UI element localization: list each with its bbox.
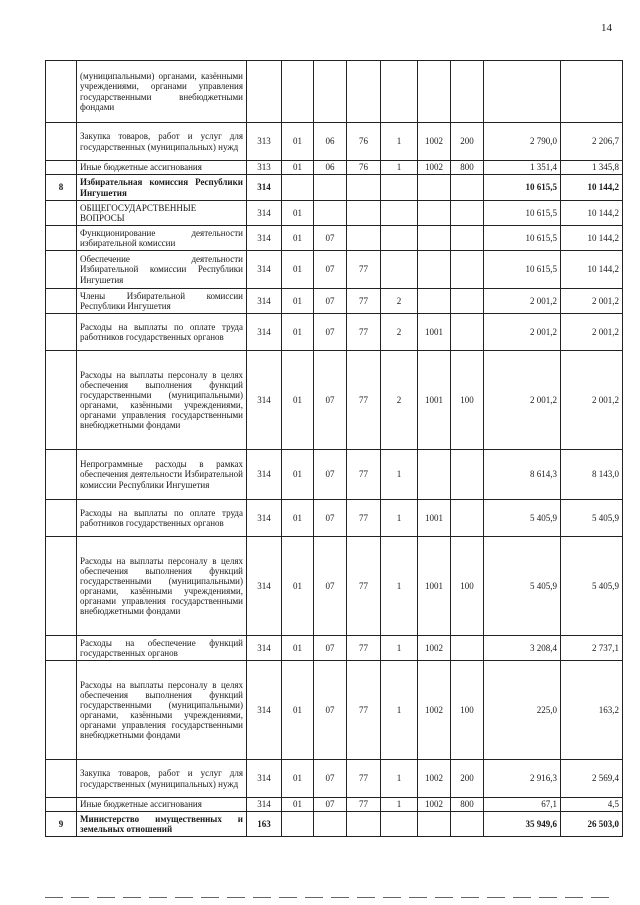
subprogram-code-cell: 2 [381,351,418,450]
program-code-cell [347,201,381,226]
article-code-cell [418,226,451,251]
subprogram-code-cell [381,812,418,837]
table-row [46,661,623,760]
amount-planned-cell: 67,1 [484,798,561,812]
subsection-code-cell: 07 [314,661,347,760]
subsection-code-cell: 07 [314,500,347,537]
table-row [46,812,623,837]
amount-actual-cell: 2 737,1 [561,636,623,661]
item-name-cell: Расходы на выплаты по оплате труда работников государственных органов [77,500,247,537]
ministry-code-cell: 314 [247,175,282,201]
amount-planned-cell: 2 001,2 [484,351,561,450]
subsection-code-cell [314,812,347,837]
amount-actual-cell: 163,2 [561,661,623,760]
row-number-cell [46,123,77,161]
article-code-cell: 1001 [418,537,451,636]
article-code-cell: 1002 [418,798,451,812]
expense-type-code-cell: 200 [451,123,484,161]
amount-actual-cell: 2 001,2 [561,289,623,314]
article-code-cell [418,450,451,500]
amount-actual-cell: 5 405,9 [561,537,623,636]
ministry-code-cell [247,61,282,123]
amount-actual-cell: 2 206,7 [561,123,623,161]
item-name-cell: Иные бюджетные ассигнования [77,161,247,175]
subprogram-code-cell: 1 [381,500,418,537]
ministry-code-cell: 314 [247,537,282,636]
expense-type-code-cell: 100 [451,537,484,636]
item-name-cell: Обеспечение деятельности Избирательной комиссии Республики Ингушетия [77,251,247,289]
expense-type-code-cell: 100 [451,351,484,450]
item-name-cell: Члены Избирательной комиссии Республики Ингушетия [77,289,247,314]
subsection-code-cell [314,201,347,226]
section-code-cell: 01 [282,537,314,636]
expense-type-code-cell: 100 [451,661,484,760]
subsection-code-cell: 06 [314,161,347,175]
table-row [46,314,623,351]
subprogram-code-cell [381,226,418,251]
row-number-cell [46,798,77,812]
table-row [46,450,623,500]
amount-planned-cell: 10 615,5 [484,226,561,251]
row-number-cell [46,226,77,251]
section-code-cell: 01 [282,123,314,161]
table-row [46,760,623,798]
program-code-cell [347,175,381,201]
amount-actual-cell: 10 144,2 [561,201,623,226]
section-code-cell [282,812,314,837]
subprogram-code-cell: 2 [381,289,418,314]
amount-planned-cell: 10 615,5 [484,251,561,289]
amount-planned-cell: 5 405,9 [484,500,561,537]
subsection-code-cell: 07 [314,760,347,798]
subprogram-code-cell [381,251,418,289]
amount-actual-cell: 2 569,4 [561,760,623,798]
amount-planned-cell: 5 405,9 [484,537,561,636]
ministry-code-cell: 314 [247,450,282,500]
subsection-code-cell: 06 [314,123,347,161]
program-code-cell: 76 [347,161,381,175]
amount-actual-cell: 5 405,9 [561,500,623,537]
section-code-cell: 01 [282,251,314,289]
subprogram-code-cell: 1 [381,123,418,161]
amount-actual-cell: 1 345,8 [561,161,623,175]
row-number-cell [46,500,77,537]
ministry-code-cell: 314 [247,636,282,661]
item-name-cell: Закупка товаров, работ и услуг для государственных (муниципальных) нужд [77,760,247,798]
program-code-cell [347,226,381,251]
article-code-cell [418,289,451,314]
table-row [46,500,623,537]
expense-type-code-cell: 800 [451,798,484,812]
ministry-code-cell: 314 [247,661,282,760]
article-code-cell [418,812,451,837]
ministry-code-cell: 313 [247,161,282,175]
table-row [46,537,623,636]
item-name-cell: Расходы на выплаты персоналу в целях обеспечения выполнения функций государственными (муниципальными) органами, казёнными учреждениями, органами управления государственными внебюджетными фондами [77,661,247,760]
row-number-cell [46,251,77,289]
article-code-cell: 1002 [418,760,451,798]
subsection-code-cell: 07 [314,450,347,500]
section-code-cell: 01 [282,226,314,251]
row-number-cell [46,351,77,450]
amount-actual-cell: 2 001,2 [561,314,623,351]
row-number-cell [46,201,77,226]
article-code-cell [418,201,451,226]
row-number-cell [46,661,77,760]
subsection-code-cell: 07 [314,537,347,636]
section-code-cell [282,175,314,201]
section-code-cell: 01 [282,450,314,500]
program-code-cell: 77 [347,351,381,450]
subsection-code-cell: 07 [314,636,347,661]
row-number-cell [46,450,77,500]
amount-planned-cell: 2 790,0 [484,123,561,161]
table-row [46,251,623,289]
amount-actual-cell: 4,5 [561,798,623,812]
subprogram-code-cell: 1 [381,661,418,760]
amount-actual-cell: 8 143,0 [561,450,623,500]
amount-planned-cell: 2 001,2 [484,289,561,314]
subsection-code-cell: 07 [314,289,347,314]
table-row [46,61,623,123]
section-code-cell: 01 [282,351,314,450]
subsection-code-cell: 07 [314,251,347,289]
amount-actual-cell: 2 001,2 [561,351,623,450]
amount-planned-cell: 8 614,3 [484,450,561,500]
ministry-code-cell: 313 [247,123,282,161]
amount-planned-cell [484,61,561,123]
section-code-cell: 01 [282,314,314,351]
amount-actual-cell: 26 503,0 [561,812,623,837]
amount-planned-cell: 2 001,2 [484,314,561,351]
row-number-cell [46,289,77,314]
program-code-cell: 77 [347,289,381,314]
program-code-cell: 77 [347,314,381,351]
table-row [46,161,623,175]
amount-actual-cell [561,61,623,123]
item-name-cell: ОБЩЕГОСУДАРСТВЕННЫЕ ВОПРОСЫ [77,201,247,226]
article-code-cell: 1002 [418,123,451,161]
ministry-code-cell: 314 [247,314,282,351]
item-name-cell: Расходы на выплаты по оплате труда работников государственных органов [77,314,247,351]
article-code-cell: 1001 [418,351,451,450]
table-row [46,798,623,812]
subprogram-code-cell [381,201,418,226]
program-code-cell: 76 [347,123,381,161]
row-number-cell: 9 [46,812,77,837]
subprogram-code-cell: 2 [381,314,418,351]
program-code-cell: 77 [347,760,381,798]
section-code-cell: 01 [282,201,314,226]
item-name-cell: Непрограммные расходы в рамках обеспечения деятельности Избирательной комиссии Республики Ингушетия [77,450,247,500]
item-name-cell: (муниципальными) органами, казёнными учреждениями, органами управления государственными внебюджетными фондами [77,61,247,123]
amount-planned-cell: 35 949,6 [484,812,561,837]
expense-type-code-cell [451,314,484,351]
expense-type-code-cell [451,450,484,500]
amount-planned-cell: 10 615,5 [484,175,561,201]
ministry-code-cell: 314 [247,351,282,450]
article-code-cell: 1002 [418,661,451,760]
table-row [46,289,623,314]
item-name-cell: Министерство имущественных и земельных отношений [77,812,247,837]
page-bottom-rule [45,897,612,898]
section-code-cell: 01 [282,760,314,798]
article-code-cell: 1002 [418,161,451,175]
table-row [46,123,623,161]
expense-type-code-cell [451,201,484,226]
article-code-cell: 1001 [418,500,451,537]
row-number-cell [46,314,77,351]
program-code-cell: 77 [347,251,381,289]
program-code-cell [347,61,381,123]
article-code-cell [418,175,451,201]
section-code-cell: 01 [282,289,314,314]
row-number-cell [46,161,77,175]
row-number-cell: 8 [46,175,77,201]
subprogram-code-cell: 1 [381,161,418,175]
subsection-code-cell: 07 [314,351,347,450]
expense-type-code-cell [451,61,484,123]
article-code-cell: 1002 [418,636,451,661]
table-row [46,636,623,661]
subprogram-code-cell: 1 [381,537,418,636]
ministry-code-cell: 314 [247,500,282,537]
amount-actual-cell: 10 144,2 [561,226,623,251]
ministry-code-cell: 314 [247,798,282,812]
section-code-cell [282,61,314,123]
ministry-code-cell: 314 [247,226,282,251]
expense-type-code-cell [451,175,484,201]
program-code-cell: 77 [347,450,381,500]
expense-type-code-cell [451,636,484,661]
item-name-cell: Закупка товаров, работ и услуг для государственных (муниципальных) нужд [77,123,247,161]
table-row [46,226,623,251]
article-code-cell [418,251,451,289]
subsection-code-cell: 07 [314,226,347,251]
subsection-code-cell: 07 [314,798,347,812]
item-name-cell: Расходы на выплаты персоналу в целях обеспечения выполнения функций государственными (муниципальными) органами, казёнными учреждениями, органами управления государственными внебюджетными фондами [77,351,247,450]
expense-type-code-cell [451,812,484,837]
item-name-cell: Расходы на обеспечение функций государственных органов [77,636,247,661]
program-code-cell [347,812,381,837]
expense-type-code-cell [451,251,484,289]
ministry-code-cell: 314 [247,251,282,289]
amount-planned-cell: 3 208,4 [484,636,561,661]
subsection-code-cell [314,61,347,123]
program-code-cell: 77 [347,661,381,760]
expense-type-code-cell: 800 [451,161,484,175]
page-number: 14 [601,22,612,34]
table-row [46,175,623,201]
subprogram-code-cell [381,61,418,123]
ministry-code-cell: 314 [247,289,282,314]
expense-type-code-cell [451,289,484,314]
amount-planned-cell: 2 916,3 [484,760,561,798]
ministry-code-cell: 314 [247,760,282,798]
item-name-cell: Функционирование деятельности избирательной комиссии [77,226,247,251]
subprogram-code-cell: 1 [381,760,418,798]
article-code-cell: 1001 [418,314,451,351]
section-code-cell: 01 [282,636,314,661]
row-number-cell [46,537,77,636]
article-code-cell [418,61,451,123]
program-code-cell: 77 [347,636,381,661]
expense-type-code-cell [451,500,484,537]
subprogram-code-cell [381,175,418,201]
item-name-cell: Избирательная комиссия Республики Ингушетия [77,175,247,201]
expense-type-code-cell [451,226,484,251]
table-row [46,351,623,450]
subprogram-code-cell: 1 [381,636,418,661]
subsection-code-cell [314,175,347,201]
section-code-cell: 01 [282,500,314,537]
row-number-cell [46,760,77,798]
subsection-code-cell: 07 [314,314,347,351]
ministry-code-cell: 163 [247,812,282,837]
item-name-cell: Иные бюджетные ассигнования [77,798,247,812]
section-code-cell: 01 [282,161,314,175]
row-number-cell [46,61,77,123]
subprogram-code-cell: 1 [381,798,418,812]
budget-table [45,60,623,837]
section-code-cell: 01 [282,661,314,760]
ministry-code-cell: 314 [247,201,282,226]
amount-planned-cell: 10 615,5 [484,201,561,226]
program-code-cell: 77 [347,537,381,636]
amount-planned-cell: 225,0 [484,661,561,760]
row-number-cell [46,636,77,661]
table-row [46,201,623,226]
amount-actual-cell: 10 144,2 [561,251,623,289]
item-name-cell: Расходы на выплаты персоналу в целях обеспечения выполнения функций государственными (муниципальными) органами, казёнными учреждениями, органами управления государственными внебюджетными фондами [77,537,247,636]
program-code-cell: 77 [347,500,381,537]
amount-planned-cell: 1 351,4 [484,161,561,175]
expense-type-code-cell: 200 [451,760,484,798]
amount-actual-cell: 10 144,2 [561,175,623,201]
program-code-cell: 77 [347,798,381,812]
subprogram-code-cell: 1 [381,450,418,500]
section-code-cell: 01 [282,798,314,812]
